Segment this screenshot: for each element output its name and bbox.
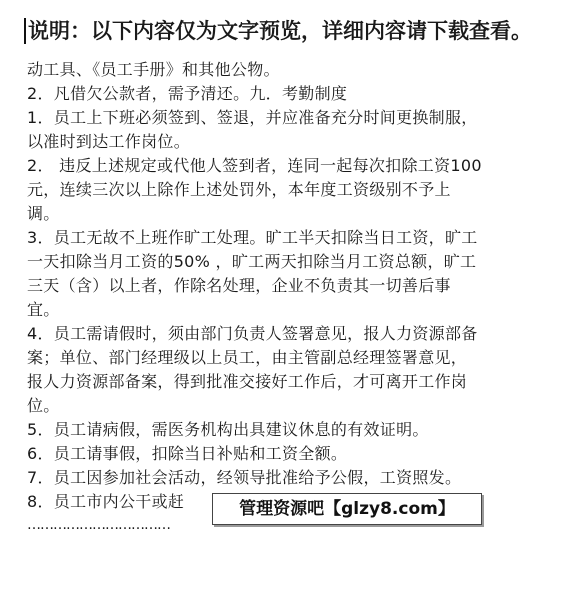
document-line: 6．员工请事假，扣除当日补贴和工资全额。 [27,444,348,463]
document-line: 案；单位、部门经理级以上员工，由主管副总经理签署意见， [27,348,468,367]
document-line: 7．员工因参加社会活动，经领导批准给予公假，工资照发。 [27,468,462,487]
document-line: 动工具、《员工手册》和其他公物。 [27,60,280,79]
document-line: 调。 [27,204,60,223]
truncation-ellipsis: …………………………… [27,517,170,533]
document-body [27,58,557,534]
document-line: 元，连续三次以上除作上述处罚外，本年度工资级别不予上 [27,180,451,199]
document-line: 报人力资源部备案，得到批准交接好工作后，才可离开工作岗 [27,372,468,391]
document-line: 一天扣除当月工资的50% ，旷工两天扣除当月工资总额，旷工 [27,252,477,271]
document-line: 三天（含）以上者，作除名处理，企业不负责其一切善后事 [27,276,451,295]
document-line: 以准时到达工作岗位。 [27,132,191,151]
document-line: 1．员工上下班必须签到、签退，并应准备充分时间更换制服， [27,108,478,127]
document-line: 2． 违反上述规定或代他人签到者，连同一起每次扣除工资100 [27,156,482,175]
preview-notice: 说明：以下内容仅为文字预览，详细内容请下载查看。 [28,19,532,43]
document-line: 8．员工市内公干或赶 [27,492,185,511]
text-cursor [24,18,26,44]
site-watermark: 管理资源吧【glzy8.com】 [212,493,482,525]
document-line: 5．员工请病假，需医务机构出具建议休息的有效证明。 [27,420,429,439]
document-line: 3．员工无故不上班作旷工处理。旷工半天扣除当日工资，旷工 [27,228,478,247]
document-line: 宜。 [27,300,60,319]
document-line: 2．凡借欠公款者，需予清还。九．考勤制度 [27,84,348,103]
document-line: 4．员工需请假时，须由部门负责人签署意见，报人力资源部备 [27,324,478,343]
document-line: 位。 [27,396,60,415]
